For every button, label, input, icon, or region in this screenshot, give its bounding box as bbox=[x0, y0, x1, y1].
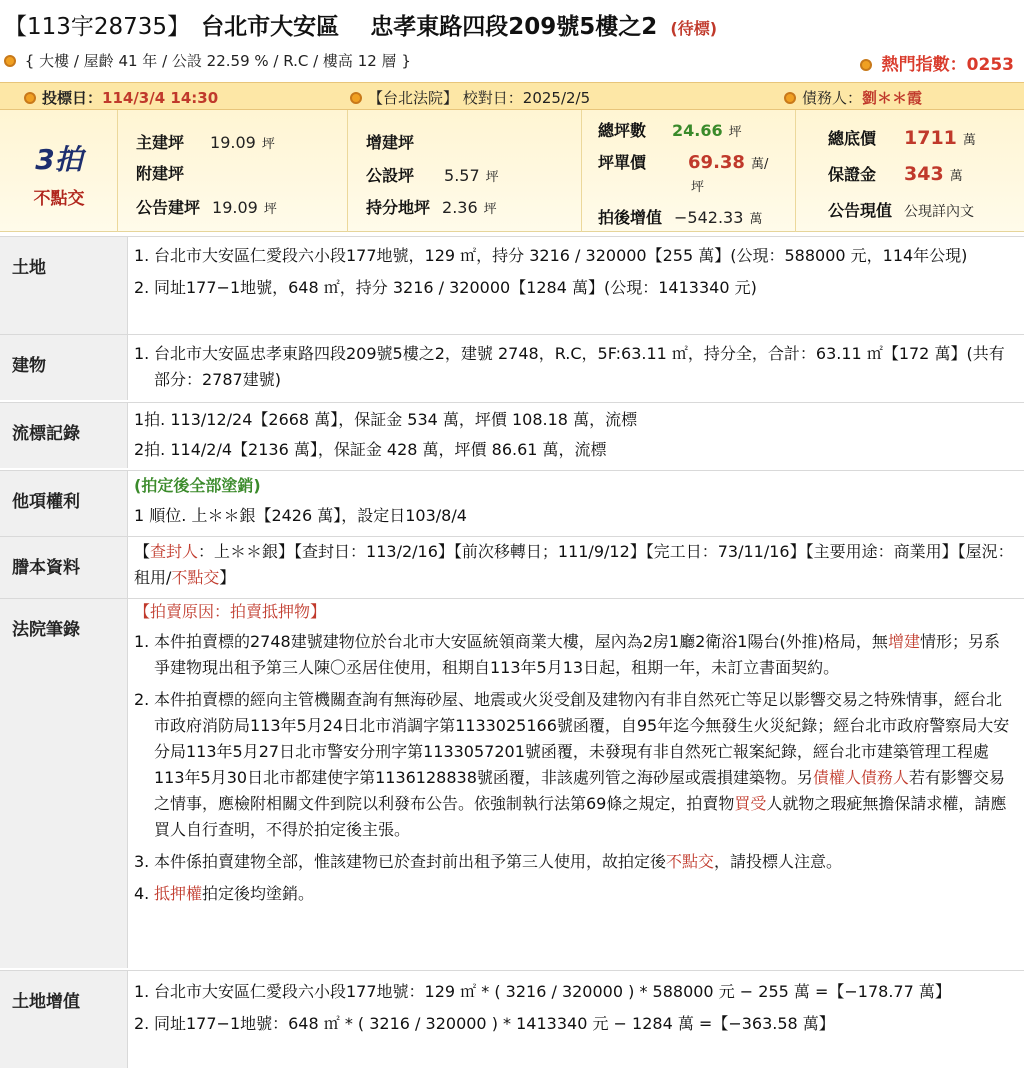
location: 台北市大安區 bbox=[201, 14, 340, 40]
deposit: 保證金 343 萬 bbox=[828, 163, 963, 185]
building-section bbox=[0, 334, 1024, 400]
post-auction-increment: 拍後增值 −542.33 萬 bbox=[598, 208, 763, 227]
list-item: 1. 台北市大安區忠孝東路四段209號5樓之2，建號 2748，R.C，5F:63.11 ㎡，持分全，合計：63.11 ㎡【172 萬】(共有部分：2787建號) bbox=[134, 344, 1005, 389]
auction-round: 3拍 bbox=[35, 143, 83, 176]
section-label: 土地增值 bbox=[0, 971, 128, 1068]
land-section bbox=[0, 236, 1024, 334]
hot-index bbox=[860, 50, 1014, 75]
failed-auction-section bbox=[0, 402, 1024, 468]
address: 忠孝東路四段209號5樓之2 bbox=[370, 14, 658, 40]
section-content bbox=[128, 403, 1024, 468]
list-item: 3. 本件係拍賣建物全部，惟該建物已於查封前出租予第三人使用，故拍定後不點交，請投標人注意。 bbox=[134, 852, 843, 871]
auction-reason: 【拍賣原因：拍賣抵押物】 bbox=[134, 602, 327, 621]
bullet-icon bbox=[24, 92, 36, 104]
court-text: 【台北法院】 校對日：2025/2/5 bbox=[368, 89, 591, 107]
section-label: 謄本資料 bbox=[0, 537, 128, 598]
common-area: 公設坪 5.57 坪 bbox=[366, 166, 499, 185]
unit-price: 坪單價 69.38 萬/ bbox=[598, 152, 769, 173]
section-label: 法院筆錄 bbox=[0, 599, 128, 968]
court-info bbox=[350, 87, 590, 108]
list-item: 2. 同址177−1地號，648 ㎡，持分 3216 / 320000【1284 萬】(公現：1413340 元) bbox=[134, 278, 757, 297]
court-record-section bbox=[0, 598, 1024, 968]
hot-index-label: 熱門指數： bbox=[881, 55, 967, 75]
section-content bbox=[128, 537, 1024, 598]
section-label: 流標記錄 bbox=[0, 403, 128, 468]
list-item: 2. 本件拍賣標的經向主管機關查詢有無海砂屋、地震或火災受創及建物內有非自然死亡等足以影響交易之特殊情事，經台北市政府消防局113年5月24日北市消調字第1133025166號函覆，自95年迄今無發生火災紀錄；經台北市政府警察局大安分局113年5月27日北市警安分刑字第1133057201號函覆，未發現有非自然死亡報案紀錄，經台北市建築管理工程處113年5月30日北市都建使字第1136128838號函覆，非該處列管之海砂屋或震損建築物。另債權人債務人若有影響交易之情事，應檢附相關文件到院以利發布公告。依強制執行法第69條之規定，拍賣物買受人就物之瑕疵無擔保請求權，請應買人自行查明，不得於拍定後主張。 bbox=[134, 690, 1010, 839]
list-item: 1. 本件拍賣標的2748建號建物位於台北市大安區統領商業大樓，屋內為2房1廳2衛浴1陽台(外推)格局，無增建情形；另系爭建物現出租予第三人陳〇丞居住使用，租期自113年5月13日起，租期一年，未訂立書面契約。 bbox=[134, 632, 1000, 677]
land-share-area: 持分地坪 2.36 坪 bbox=[366, 198, 497, 217]
transcript-text: 【查封人：上＊＊銀】【查封日：113/2/16】【前次移轉日；111/9/12】【完工日：73/11/16】【主要用途：商業用】【屋況：租用/不點交】 bbox=[134, 542, 1014, 587]
bid-date-value: 114/3/4 14:30 bbox=[102, 89, 219, 107]
unit-price-unit: 坪 bbox=[691, 180, 705, 195]
list-item: 2. 同址177−1地號：648 ㎡ * ( 3216 / 320000 ) * 1413340 元 − 1284 萬 =【−363.58 萬】 bbox=[134, 1014, 835, 1033]
section-label: 土地 bbox=[0, 237, 128, 334]
handover-status: 不點交 bbox=[33, 189, 85, 209]
list-item: 1拍. 113/12/24【2668 萬】，保証金 534 萬，坪價 108.18 萬，流標 bbox=[134, 410, 638, 429]
announced-area: 公告建坪 19.09 坪 bbox=[136, 198, 277, 217]
list-item: 4. 抵押權拍定後均塗銷。 bbox=[134, 884, 315, 903]
debtor-value: 劉＊＊霞 bbox=[862, 89, 923, 107]
floor-price: 總底價 1711 萬 bbox=[828, 127, 976, 149]
transcript-section bbox=[0, 536, 1024, 598]
bullet-icon bbox=[4, 55, 16, 67]
section-content bbox=[128, 471, 1024, 536]
bullet-icon bbox=[350, 92, 362, 104]
page-title bbox=[4, 8, 1020, 48]
section-label: 建物 bbox=[0, 335, 128, 400]
announced-current-value: 公告現值 公現詳內文 bbox=[828, 201, 975, 220]
building-area-cell bbox=[118, 110, 348, 232]
list-item: 1 順位. 上＊＊銀【2426 萬】，設定日103/8/4 bbox=[134, 506, 467, 525]
extension-area-cell bbox=[348, 110, 582, 232]
main-area: 主建坪 19.09 坪 bbox=[136, 133, 275, 152]
bid-info-bar bbox=[0, 82, 1024, 110]
auction-round-cell bbox=[0, 110, 118, 232]
bullet-icon bbox=[784, 92, 796, 104]
debtor-label: 債務人： bbox=[802, 89, 863, 107]
total-area: 總坪數 24.66 坪 bbox=[598, 121, 742, 140]
extension-area: 增建坪 bbox=[366, 133, 415, 152]
list-item: 1. 台北市大安區仁愛段六小段177地號：129 ㎡ * ( 3216 / 320000 ) * 588000 元 − 255 萬 =【−178.77 萬】 bbox=[134, 982, 951, 1001]
floor-price-cell bbox=[796, 110, 1024, 232]
price-cell bbox=[582, 110, 796, 232]
land-increment-section bbox=[0, 970, 1024, 1068]
section-content bbox=[128, 971, 1024, 1068]
bullet-icon bbox=[860, 59, 872, 71]
debtor-info bbox=[784, 87, 922, 108]
status-badge: (待標) bbox=[670, 19, 718, 38]
section-label: 他項權利 bbox=[0, 471, 128, 536]
list-item: 1. 台北市大安區仁愛段六小段177地號，129 ㎡，持分 3216 / 320000【255 萬】(公現：588000 元，114年公現) bbox=[134, 246, 968, 265]
property-summary-line bbox=[4, 50, 1020, 74]
case-number: 【113宇28735】 bbox=[4, 14, 191, 40]
other-rights-section bbox=[0, 470, 1024, 536]
list-item: 2拍. 114/2/4【2136 萬】，保証金 428 萬，坪價 86.61 萬，流標 bbox=[134, 440, 607, 459]
property-info: { 大樓 / 屋齡 41 年 / 公設 22.59 % / R.C / 樓高 12 層 } bbox=[24, 52, 411, 70]
bid-date bbox=[24, 87, 218, 108]
attached-area: 附建坪 bbox=[136, 164, 185, 183]
summary-panel bbox=[0, 110, 1024, 232]
section-content bbox=[128, 237, 1024, 334]
bid-date-label: 投標日： bbox=[42, 89, 103, 107]
rights-note: (拍定後全部塗銷) bbox=[134, 476, 261, 495]
section-content bbox=[128, 335, 1024, 400]
hot-index-value: 0253 bbox=[966, 55, 1014, 75]
section-content bbox=[128, 599, 1024, 968]
